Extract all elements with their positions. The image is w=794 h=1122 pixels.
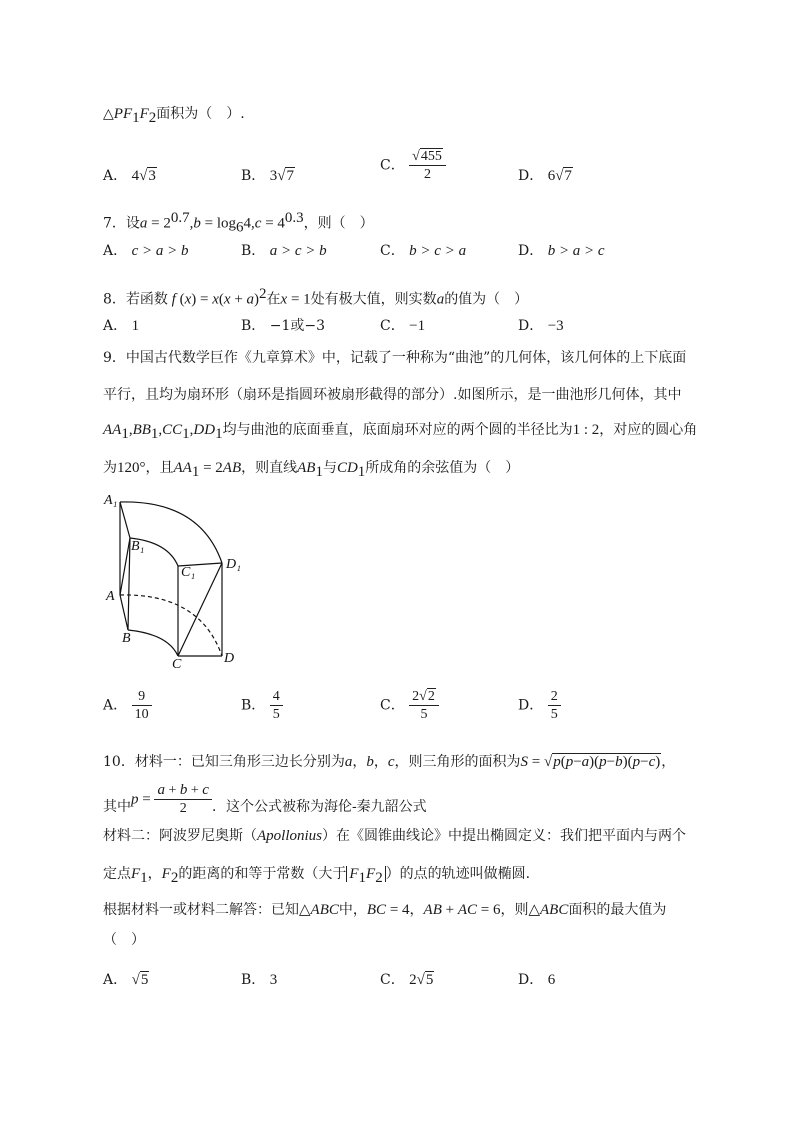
q6-option-d-value: 6√7: [547, 168, 572, 184]
q7-stem: 7．设$a = 2^{0.7},b = \log_64,c = 4^{0.3}$，则（ ）: [103, 210, 374, 236]
q10-option-a[interactable]: A． √5: [103, 972, 149, 988]
q10-formula-line: 其中p = $\frac{a + b + c}{2}$ ．这个公式被称为海伦-秦九韶公式: [103, 782, 427, 816]
q9-stem-line4: 为120°，且$AA_1 = 2AB$，则直线$AB_1$与$CD_1$所成角的余弦值为（ ）: [103, 460, 520, 480]
label-c1: C₁: [181, 565, 196, 580]
bottom-inner-arc: [128, 630, 178, 656]
q6-stem-tail: $\triangle PF_1F_2$面积为（ ）.: [103, 106, 245, 126]
q6-option-a[interactable]: A． 4√3: [103, 168, 156, 184]
label-a1: A₁: [104, 493, 118, 508]
q9-option-d-value: $\frac{2}{5}$: [548, 688, 561, 723]
q9-option-b[interactable]: B． $\frac{4}{5}$: [241, 688, 283, 723]
q7-option-b[interactable]: B． a > c > b: [241, 243, 327, 259]
q9-option-c-value: $\frac{2√2}{5}$: [409, 688, 439, 723]
q10-option-a-value: √5: [131, 972, 149, 988]
q10-material2-line: 材料二：阿波罗尼奥斯（Apollonius）在《圆锥曲线论》中提出椭圆定义：我们把平面内与两个: [103, 828, 687, 844]
q9-option-a-value: $\frac{9}{10}$: [132, 688, 152, 723]
q10-option-d[interactable]: D． 6: [518, 972, 556, 988]
q10-option-c[interactable]: C． 2√5: [380, 972, 434, 988]
q6-option-b[interactable]: B． 3√7: [241, 168, 294, 184]
q9-stem-line3: $AA_1,BB_1,CC_1,DD_1$均与曲池的底面垂直，底面扇环对应的两个圆的半径比为1 : 2，对应的圆心角: [103, 422, 698, 442]
q9-stem-line2: 平行，且均为扇环形（扇环是指圆环被扇形截得的部分）.如图所示，是一曲池形几何体，其中: [103, 387, 682, 403]
q10-question-paren: （ ）: [103, 932, 145, 948]
q10-option-b[interactable]: B． 3: [241, 972, 278, 988]
q7-option-c[interactable]: C． b > c > a: [380, 243, 467, 259]
q6-option-d[interactable]: D． 6√7: [518, 168, 572, 184]
q9-option-d[interactable]: D． $\frac{2}{5}$: [518, 688, 561, 723]
q10-question-line: 根据材料一或材料二解答：已知△ABC中，BC = 4，AB + AC = 6，则△ABC面积的最大值为: [103, 902, 667, 918]
q8-option-c[interactable]: C． −1: [380, 318, 426, 334]
q8-option-b[interactable]: B． −1或−3: [241, 318, 326, 334]
q7-option-d[interactable]: D． b > a > c: [518, 243, 605, 259]
label-d1: D₁: [226, 557, 241, 572]
edge-b-b1: [128, 538, 130, 630]
label-d: D: [224, 651, 235, 666]
q7-option-a[interactable]: A． c > a > b: [103, 243, 189, 259]
q9-option-b-value: $\frac{4}{5}$: [270, 688, 283, 723]
edge-a1-b1: [120, 502, 130, 538]
q10-definition-line: 定点$F_1$，$F_2$的距离的和等于常数（大于 $F_1F_2$ ）的点的轨迹叫做椭圆.: [103, 866, 531, 886]
q6-option-b-value: 3√7: [269, 168, 294, 184]
triangle-symbol: △: [103, 106, 114, 122]
label-b1: B₁: [131, 539, 145, 554]
label-b: B: [122, 631, 131, 646]
q9-stem-line1: 9．中国古代数学巨作《九章算术》中，记载了一种称为“曲池”的几何体，该几何体的上下底面: [103, 350, 687, 366]
q9-option-c[interactable]: C． $\frac{2√2}{5}$: [380, 688, 439, 723]
q9-curved-pool-figure: [100, 490, 260, 670]
q6-option-c-value: $\frac{√455}{2}$: [409, 148, 446, 183]
edge-a-b: [120, 595, 128, 630]
label-a: A: [106, 589, 115, 604]
q10-material1-line: 10．材料一：已知三角形三边长分别为a，b，c，则三角形的面积为S = √p(p−a)(p−b)(p−c)，: [103, 754, 676, 770]
q6-option-a-value: 4√3: [131, 168, 156, 184]
q8-stem: 8．若函数 f $(x) = x(x + a)^2$在x = 1处有极大值，则实数a的值为（ ）: [103, 286, 529, 308]
q6-option-c[interactable]: C． $\frac{√455}{2}$: [380, 148, 446, 183]
q10-option-c-value: 2√5: [409, 972, 434, 988]
label-c: C: [172, 657, 182, 670]
q8-option-d[interactable]: D． −3: [518, 318, 564, 334]
q9-option-a[interactable]: A． $\frac{9}{10}$: [103, 688, 152, 723]
q6-stem-text: 面积为（ ）.: [156, 106, 245, 122]
q8-option-a[interactable]: A． 1: [103, 318, 140, 334]
